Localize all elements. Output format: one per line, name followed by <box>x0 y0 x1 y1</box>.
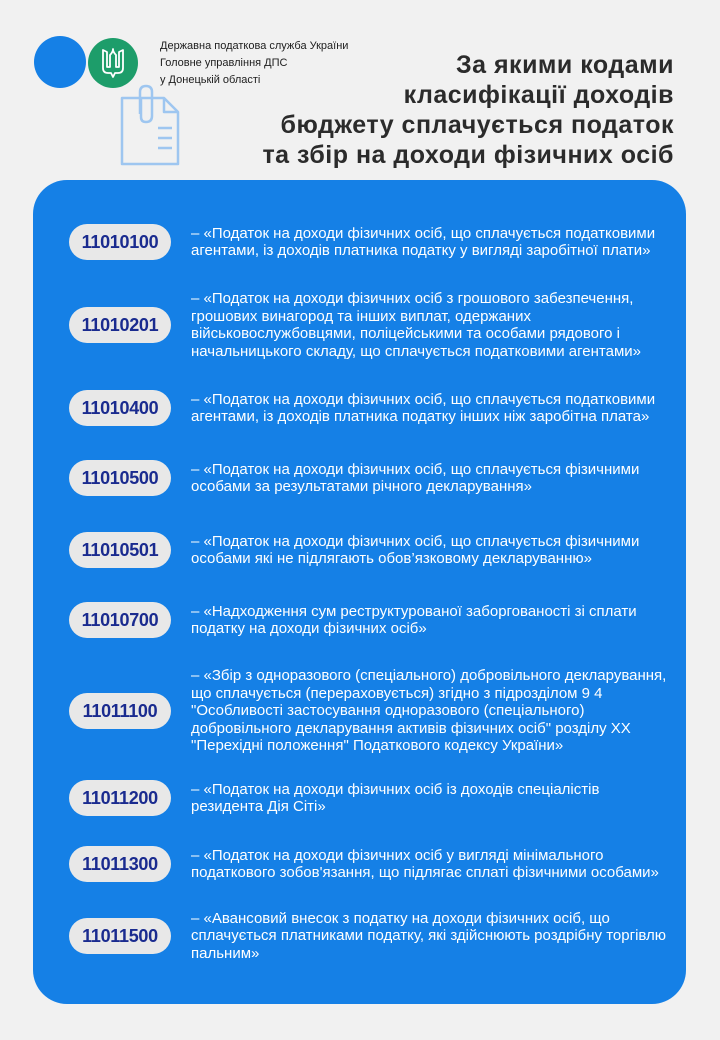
code-description: – «Податок на доходи фізичних осіб у вигляді мінімального податкового зобов'язання, що підлягає сплаті фізичними особами» <box>191 846 659 881</box>
code-row <box>33 380 686 436</box>
code-badge: 11010501 <box>69 532 171 568</box>
code-badge: 11011300 <box>69 846 171 882</box>
codes-panel <box>33 180 686 1004</box>
code-description: – «Надходження сум реструктурованої заборгованості зі сплати податку на доходи фізичних осіб» <box>191 602 637 637</box>
page-title <box>154 50 674 170</box>
code-row <box>33 278 686 372</box>
org-line: Державна податкова служба України <box>160 40 349 52</box>
code-description: – «Авансовий внесок з податку на доходи фізичних осіб, що сплачується платниками податку, які здійснюють роздрібну торгівлю пальним» <box>191 909 667 962</box>
code-row <box>33 908 686 964</box>
code-badge: 11011100 <box>69 693 171 729</box>
code-row <box>33 522 686 578</box>
code-row <box>33 214 686 270</box>
code-description: – «Податок на доходи фізичних осіб, що сплачується податковими агентами, із доходів платника податку інших ніж заробітна плата» <box>191 390 656 425</box>
code-description: – «Збір з одноразового (спеціального) добровільного декларування, що сплачується (перераховується) згідно з підрозділом 9 4 "Особливості застосування одноразового (спеціального) добровільного декларування активів фізичних осіб" розділу XX "Перехідні положення" Податкового кодексу України» <box>191 667 667 755</box>
code-badge: 11010100 <box>69 224 171 260</box>
code-badge: 11010500 <box>69 460 171 496</box>
title-line: бюджету сплачується податок <box>280 111 674 139</box>
code-badge: 11010201 <box>69 307 171 343</box>
org-line: у Донецькій області <box>160 74 261 86</box>
code-description: – «Податок на доходи фізичних осіб з грошового забезпечення, грошових винагород та інших виплат, одержаних військовослужбовцями, поліцейськими та особами рядового і начальницького складу, що сплачується податковими агентами» <box>191 290 641 360</box>
code-description: – «Податок на доходи фізичних осіб із доходів спеціалістів резидента Дія Сіті» <box>191 780 600 815</box>
title-line: та збір на доходи фізичних осіб <box>262 141 674 169</box>
dps-logo-circle <box>34 36 86 88</box>
code-row <box>33 836 686 892</box>
code-description: – «Податок на доходи фізичних осіб, що сплачується фізичними особами які не підлягають обов’язковому декларуванню» <box>191 532 640 567</box>
code-badge: 11010400 <box>69 390 171 426</box>
code-row <box>33 656 686 766</box>
title-line: За якими кодами <box>455 51 674 79</box>
code-badge: 11010700 <box>69 602 171 638</box>
title-line: класифікації доходів <box>403 81 674 109</box>
code-row <box>33 778 686 818</box>
code-badge: 11011500 <box>69 918 171 954</box>
trident-emblem-icon <box>88 38 138 88</box>
code-description: – «Податок на доходи фізичних осіб, що сплачується фізичними особами за результатами річного декларування» <box>191 460 640 495</box>
code-row <box>33 450 686 506</box>
org-line: Головне управління ДПС <box>160 57 288 69</box>
code-row <box>33 600 686 640</box>
code-badge: 11011200 <box>69 780 171 816</box>
code-description: – «Податок на доходи фізичних осіб, що сплачується податковими агентами, із доходів платника податку у вигляді заробітної плати» <box>191 224 656 259</box>
